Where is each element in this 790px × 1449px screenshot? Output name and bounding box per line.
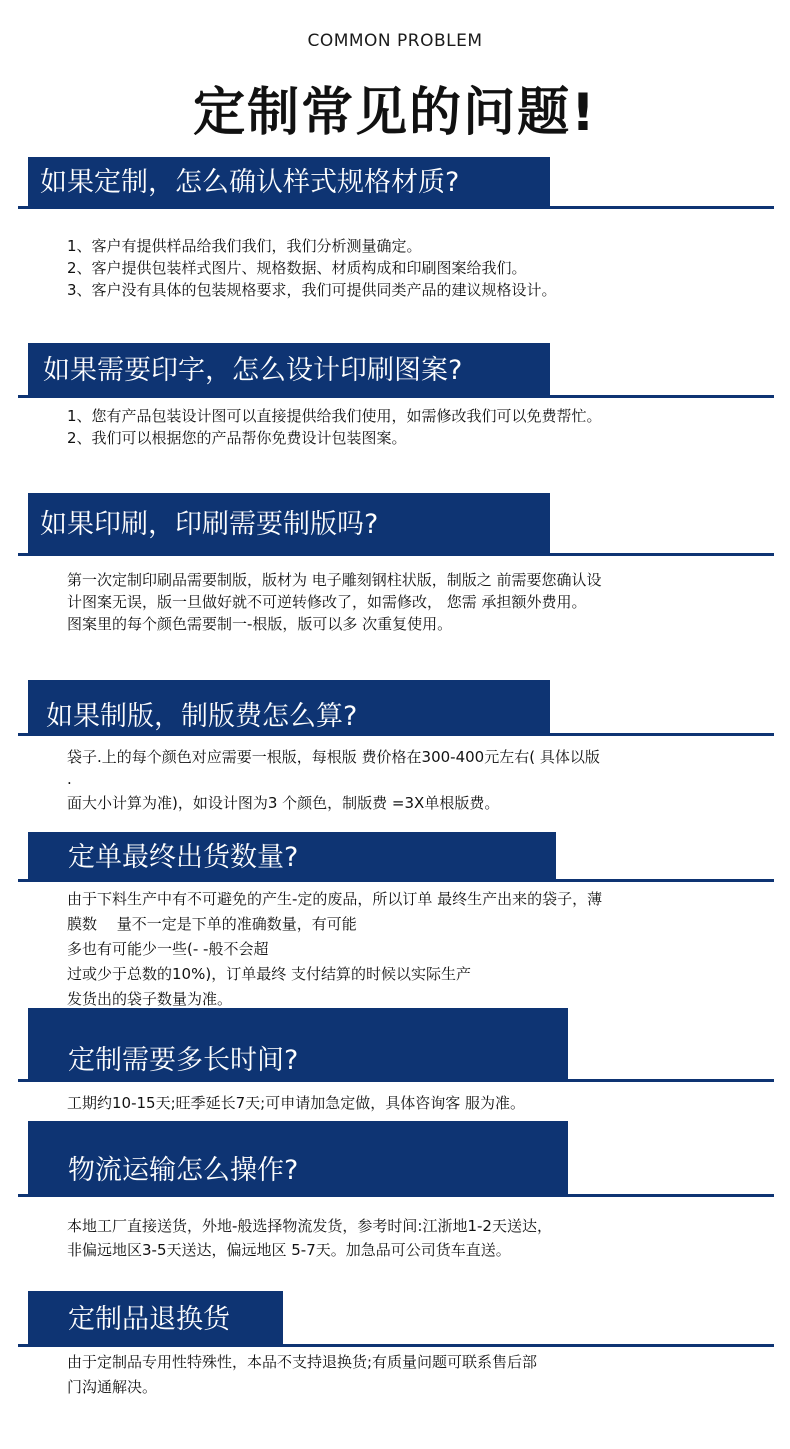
section-header: [28, 680, 550, 736]
section-title: 如果定制，怎么确认样式规格材质?: [40, 167, 460, 198]
section-divider: [18, 206, 774, 209]
body-line: 2、客户提供包装样式图片、规格数据、材质构成和印刷图案给我们。: [67, 259, 527, 277]
body-line: 门沟通解决。: [67, 1378, 158, 1396]
section-divider: [18, 395, 774, 398]
body-line: 3、客户没有具体的包装规格要求，我们可提供同类产品的建议规格设计。: [67, 281, 557, 299]
body-line: 2、我们可以根据您的产品帮你免费设计包装图案。: [67, 429, 407, 447]
section-title: 如果印刷，印刷需要制版吗?: [40, 508, 379, 540]
body-line: 由于定制品专用性特殊性，本品不支持退换货;有质量问题可联系售后部: [67, 1353, 538, 1371]
section-title: 定制需要多长时间?: [68, 1044, 299, 1076]
page-subtitle: COMMON PROBLEM: [307, 31, 483, 51]
section-divider: [18, 1344, 774, 1347]
section-body: [67, 746, 747, 814]
body-line: 由于下料生产中有不可避免的产生-定的废品，所以订单 最终生产出来的袋子，薄: [67, 890, 603, 908]
body-line: 面大小计算为准)，如设计图为3 个颜色，制版费 =3X单根版费。: [67, 794, 500, 812]
section-header: [28, 493, 550, 555]
body-line: 多也有可能少一些(- -般不会超: [67, 940, 269, 958]
section-body: [67, 1214, 747, 1262]
section-title: 物流运输怎么操作?: [68, 1154, 299, 1186]
body-line: 过或少于总数的10%)，订单最终 支付结算的时候以实际生产: [67, 965, 471, 983]
body-line: .: [67, 770, 72, 788]
page-title: 定制常见的问题!: [193, 83, 597, 143]
section-header: [28, 1121, 568, 1197]
section-divider: [18, 733, 774, 736]
body-line: 膜数 量不一定是下单的准确数量，有可能: [67, 915, 357, 933]
body-line: 1、客户有提供样品给我们我们，我们分析测量确定。: [67, 237, 422, 255]
body-line: 发货出的袋子数量为准。: [67, 990, 233, 1008]
body-line: 1、您有产品包装设计图可以直接提供给我们使用，如需修改我们可以免费帮忙。: [67, 407, 602, 425]
body-line: 图案里的每个颜色需要制一-根版，版可以多 次重复使用。: [67, 615, 453, 633]
section-header: [28, 1291, 283, 1347]
section-divider: [18, 1079, 774, 1082]
body-line: 计图案无误，版一旦做好就不可逆转修改了，如需修改， 您需 承担额外费用。: [67, 593, 587, 611]
body-line: 第一次定制印刷品需要制版，版材为 电子雕刻钢柱状版，制版之 前需要您确认设: [67, 571, 602, 589]
section-divider: [18, 879, 774, 882]
section-body: [67, 887, 747, 1012]
section-title: 如果需要印字，怎么设计印刷图案?: [43, 354, 463, 386]
body-line: 非偏远地区3-5天送达，偏远地区 5-7天。加急品可公司货车直送。: [67, 1241, 511, 1259]
section-body: [67, 235, 747, 301]
section-divider: [18, 553, 774, 556]
section-header: [28, 157, 550, 208]
section-body: [67, 405, 747, 449]
body-line: 本地工厂直接送货，外地-般选择物流发货，参考时间:江浙地1-2天送达，: [67, 1217, 552, 1235]
section-header: [28, 1008, 568, 1082]
section-header: [28, 832, 556, 882]
section-title: 定单最终出货数量?: [68, 841, 299, 873]
section-body: [67, 1350, 747, 1400]
section-divider: [18, 1194, 774, 1197]
body-line: 工期约10-15天;旺季延长7天;可申请加急定做，具体咨询客 服为准。: [67, 1094, 526, 1112]
section-title: 如果制版，制版费怎么算?: [46, 700, 358, 732]
section-body: [67, 1092, 747, 1114]
section-title: 定制品退换货: [68, 1303, 230, 1335]
body-line: 袋子.上的每个颜色对应需要一根版，每根版 费价格在300-400元左右( 具体以版: [67, 748, 600, 766]
section-body: [67, 569, 747, 635]
section-header: [28, 343, 550, 397]
